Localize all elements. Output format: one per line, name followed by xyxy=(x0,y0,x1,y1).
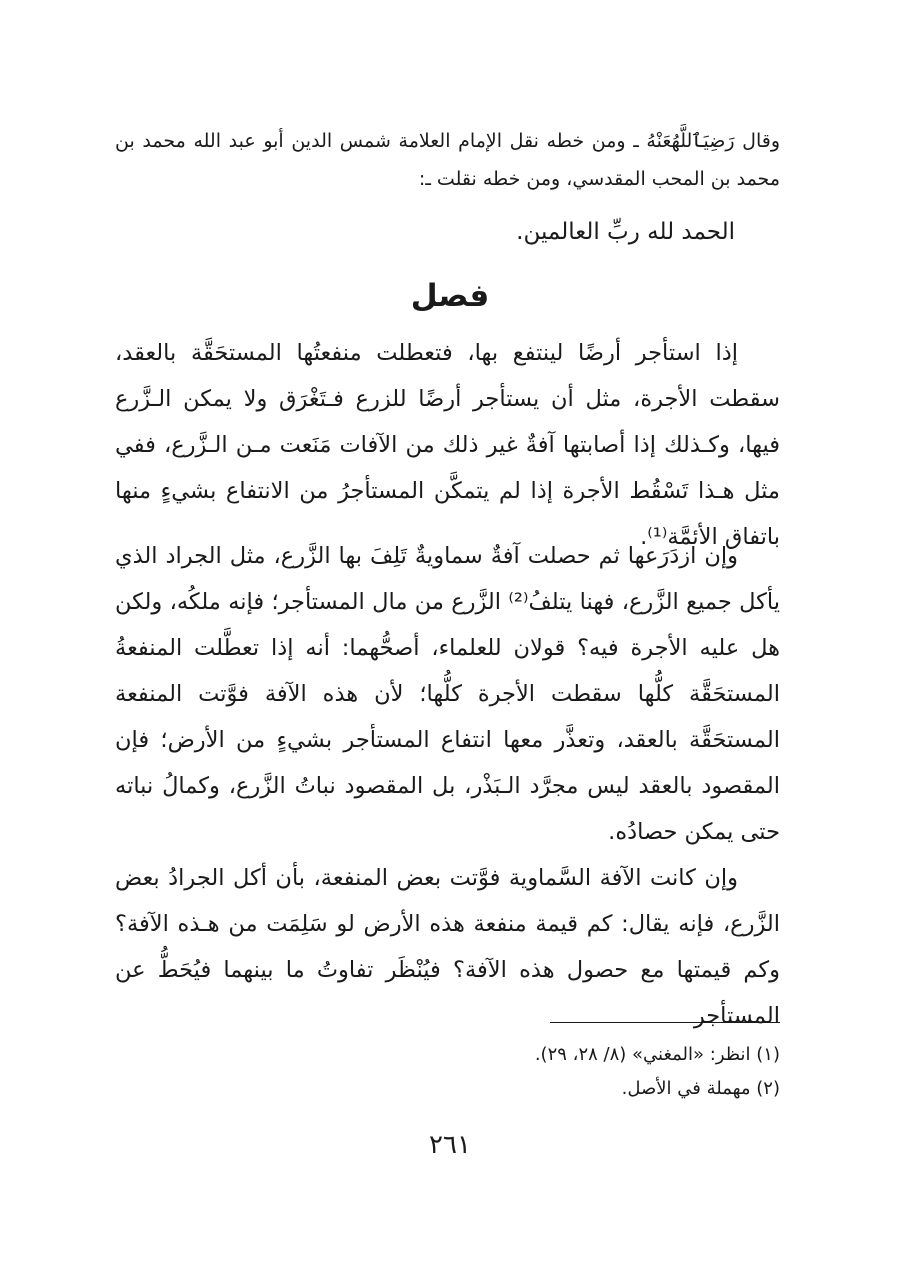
section-title: فصل xyxy=(410,278,490,314)
paragraph-2: وإن ازدَرَعها ثم حصلت آفةٌ سماويةٌ تَلِفَ بها الزَّرع، مثل الجراد الذي يأكل جميع الزَّرع، فهنا يتلفُ⁽²⁾ الزَّرع من مال المستأجر؛ فإنه ملكُه، ولكن هل عليه الأجرة فيه؟ قولان للعلماء، أصحُّهما: أنه إذا تعطَّلت المنفعةُ المستحَقَّة كلُّها سقطت الأجرة كلُّها؛ لأن هذه الآفة فوَّتت المنفعة المستحَقَّة بالعقد، وتعذَّر معها انتفاع المستأجر بشيءٍ من الأرض؛ فإن المقصود بالعقد ليس مجرَّد الـبَذْر، بل المقصود نباتُ الزَّرع، وكمالُ نباته حتى يمكن حصادُه. xyxy=(115,543,780,845)
footnote-1: (١) انظر: «المغني» (٨/ ٢٨، ٢٩). xyxy=(534,1044,780,1065)
footnote-2: (٢) مهملة في الأصل. xyxy=(621,1078,780,1099)
footnote-divider xyxy=(550,1022,780,1023)
paragraph-1: إذا استأجر أرضًا لينتفع بها، فتعطلت منفعتُها المستحَقَّة بالعقد، سقطت الأجرة، مثل أن يستأجر أرضًا للزرع فـتَغْرَق ولا يمكن الـزَّرع فيها، وكـذلك إذا أصابتها آفةٌ غير ذلك من الآفات مَنَعت مـن الـزَّرع، ففي مثل هـذا تَسْقُط الأجرة إذا لم يتمكَّن المستأجرُ من الانتفاع بشيءٍ منها باتفاق الأئمَّة⁽¹⁾. xyxy=(115,340,780,550)
page-number: ٢٦١ xyxy=(429,1130,471,1160)
intro-note: وقال رَضِيَٱللَّهُعَنْهُ ـ ومن خطه نقل الإمام العلامة شمس الدين أبو عبد الله محمد بن محمد بن المحب المقدسي، ومن خطه نقلت ـ: xyxy=(115,130,780,190)
praise-line: الحمد لله ربِّ العالمين. xyxy=(516,219,735,245)
footnotes xyxy=(115,1038,780,1106)
paragraph-3: وإن كانت الآفة السَّماوية فوَّتت بعض المنفعة، بأن أكل الجرادُ بعض الزَّرع، فإنه يقال: كم قيمة منفعة هذه الأرض لو سَلِمَت من هـذه الآفة؟ وكم قيمتها مع حصول هذه الآفة؟ فيُنْظَر تفاوتُ ما بينهما فيُحَطُّ عن المستأجر xyxy=(115,865,780,1029)
